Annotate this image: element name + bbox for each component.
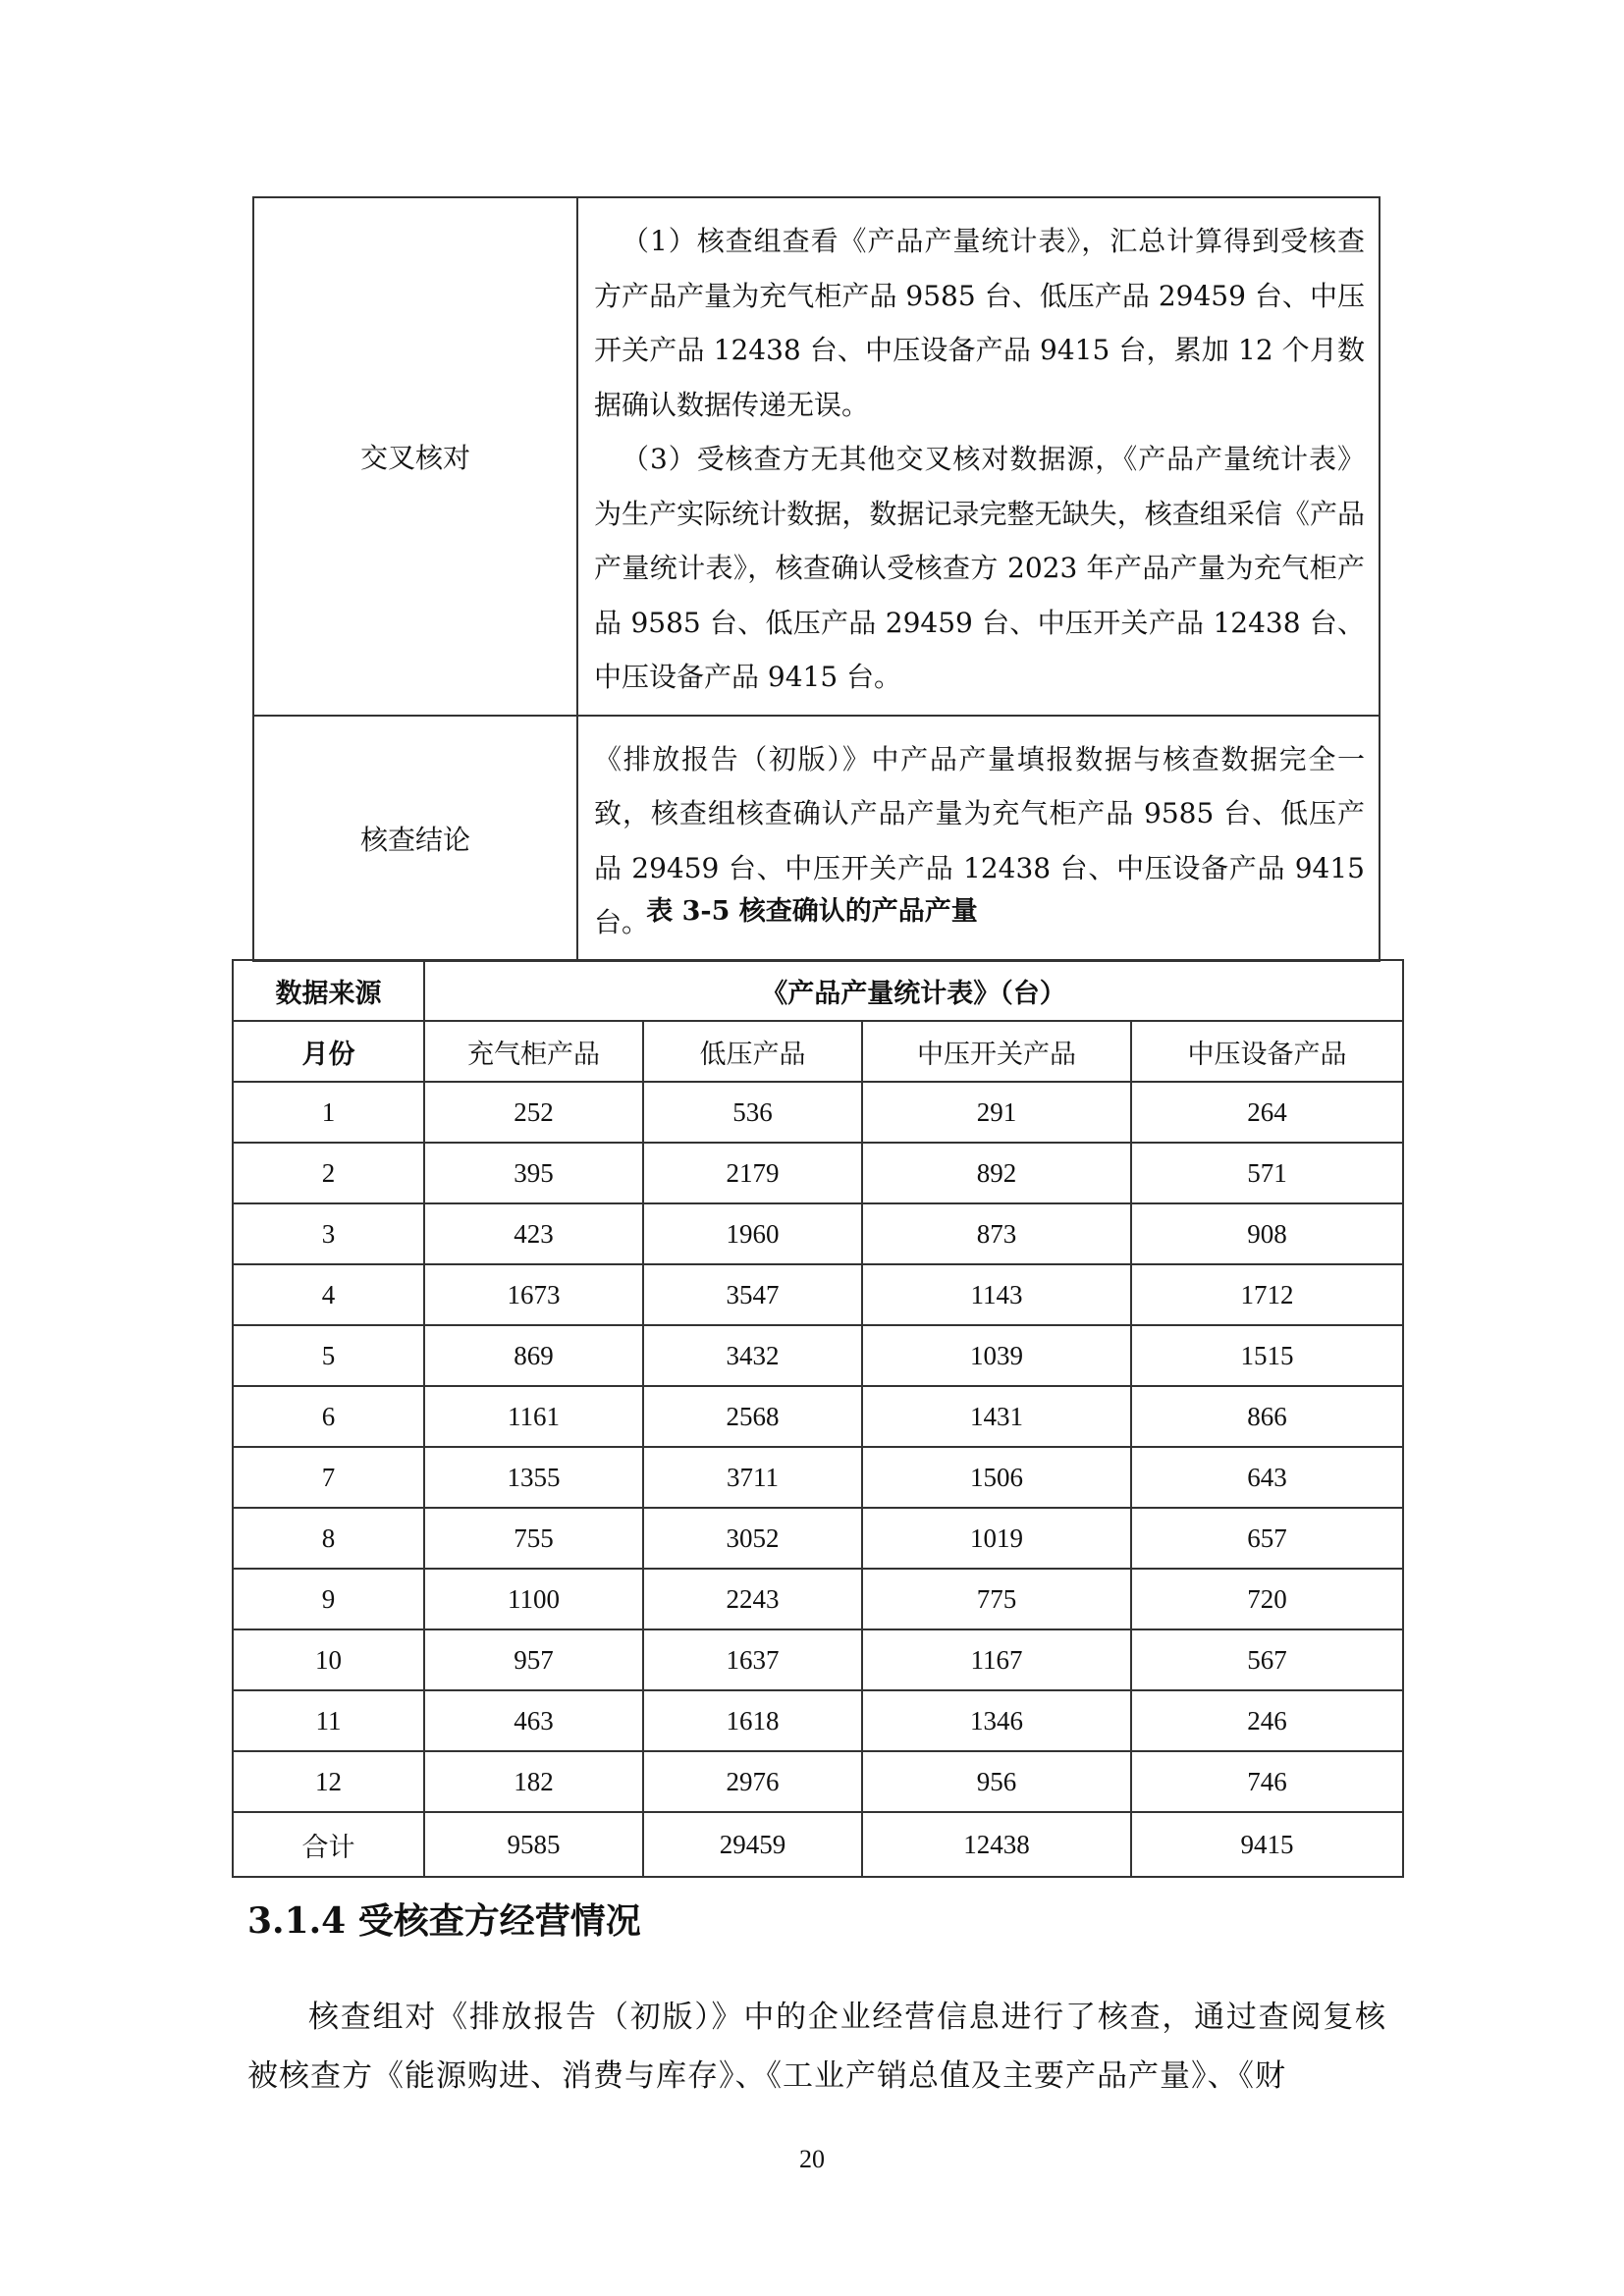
value-cell: 291 xyxy=(862,1082,1131,1143)
month-cell: 6 xyxy=(233,1386,424,1447)
value-cell: 463 xyxy=(424,1690,643,1751)
verification-table xyxy=(252,196,1380,962)
value-cell: 1673 xyxy=(424,1264,643,1325)
value-cell: 1039 xyxy=(862,1325,1131,1386)
value-cell: 3432 xyxy=(643,1325,862,1386)
value-cell: 873 xyxy=(862,1203,1131,1264)
table-row xyxy=(233,1690,1403,1751)
value-cell: 908 xyxy=(1131,1203,1403,1264)
value-cell: 571 xyxy=(1131,1143,1403,1203)
value-cell: 1712 xyxy=(1131,1264,1403,1325)
value-cell: 1355 xyxy=(424,1447,643,1508)
conclusion-label: 核查结论 xyxy=(253,716,577,961)
column-header: 中压开关产品 xyxy=(862,1021,1131,1082)
value-cell: 423 xyxy=(424,1203,643,1264)
month-cell: 11 xyxy=(233,1690,424,1751)
month-cell: 7 xyxy=(233,1447,424,1508)
value-cell: 775 xyxy=(862,1569,1131,1629)
total-cell: 12438 xyxy=(862,1812,1131,1877)
table-row xyxy=(233,1203,1403,1264)
value-cell: 746 xyxy=(1131,1751,1403,1812)
value-cell: 866 xyxy=(1131,1386,1403,1447)
table-row xyxy=(233,1508,1403,1569)
cross-check-paragraph-2: （3）受核查方无其他交叉核对数据源，《产品产量统计表》为生产实际统计数据，数据记录完整无缺失，核查组采信《产品产量统计表》，核查确认受核查方 2023 年产品产量为充气柜产品 9585 台、低压产品 29459 台、中压开关产品 12438 台、中压设备产品 9415 台。 xyxy=(594,443,1365,693)
product-table-body xyxy=(233,1082,1403,1812)
value-cell: 1515 xyxy=(1131,1325,1403,1386)
column-header: 充气柜产品 xyxy=(424,1021,643,1082)
value-cell: 3711 xyxy=(643,1447,862,1508)
total-cell: 9415 xyxy=(1131,1812,1403,1877)
value-cell: 892 xyxy=(862,1143,1131,1203)
table-row xyxy=(233,1325,1403,1386)
value-cell: 3052 xyxy=(643,1508,862,1569)
month-header: 月份 xyxy=(233,1021,424,1082)
value-cell: 956 xyxy=(862,1751,1131,1812)
conclusion-text: 《排放报告（初版）》中产品产量填报数据与核查数据完全一致，核查组核查确认产品产量为充气柜产品 9585 台、低压产品 29459 台、中压开关产品 12438 台、中压设备产品 9415 台。 xyxy=(594,742,1365,938)
total-label: 合计 xyxy=(233,1812,424,1877)
value-cell: 1143 xyxy=(862,1264,1131,1325)
month-cell: 5 xyxy=(233,1325,424,1386)
value-cell: 1618 xyxy=(643,1690,862,1751)
value-cell: 957 xyxy=(424,1629,643,1690)
value-cell: 2976 xyxy=(643,1751,862,1812)
table-caption: 表 3-5 核查确认的产品产量 xyxy=(646,896,978,927)
table-row xyxy=(233,1569,1403,1629)
month-cell: 3 xyxy=(233,1203,424,1264)
value-cell: 182 xyxy=(424,1751,643,1812)
value-cell: 536 xyxy=(643,1082,862,1143)
value-cell: 643 xyxy=(1131,1447,1403,1508)
value-cell: 1100 xyxy=(424,1569,643,1629)
table-row xyxy=(233,1082,1403,1143)
source-header: 数据来源 xyxy=(233,960,424,1021)
value-cell: 1431 xyxy=(862,1386,1131,1447)
month-cell: 4 xyxy=(233,1264,424,1325)
total-cell: 9585 xyxy=(424,1812,643,1877)
value-cell: 567 xyxy=(1131,1629,1403,1690)
section-heading: 3.1.4 受核查方经营情况 xyxy=(247,1900,641,1942)
value-cell: 1960 xyxy=(643,1203,862,1264)
cross-check-paragraph-1: （1）核查组查看《产品产量统计表》，汇总计算得到受核查方产品产量为充气柜产品 9585 台、低压产品 29459 台、中压开关产品 12438 台、中压设备产品 9415 台，累加 12 个月数据确认数据传递无误。 xyxy=(594,225,1365,421)
value-cell: 1167 xyxy=(862,1629,1131,1690)
page-number: 20 xyxy=(799,2145,825,2173)
value-cell: 720 xyxy=(1131,1569,1403,1629)
table-row xyxy=(233,1629,1403,1690)
column-header: 低压产品 xyxy=(643,1021,862,1082)
value-cell: 2568 xyxy=(643,1386,862,1447)
value-cell: 657 xyxy=(1131,1508,1403,1569)
value-cell: 1637 xyxy=(643,1629,862,1690)
table-row xyxy=(233,1447,1403,1508)
month-cell: 1 xyxy=(233,1082,424,1143)
value-cell: 246 xyxy=(1131,1690,1403,1751)
value-cell: 2179 xyxy=(643,1143,862,1203)
total-cell: 29459 xyxy=(643,1812,862,1877)
cross-check-label: 交叉核对 xyxy=(253,197,577,716)
table-row xyxy=(233,1751,1403,1812)
value-cell: 395 xyxy=(424,1143,643,1203)
month-cell: 10 xyxy=(233,1629,424,1690)
value-cell: 1506 xyxy=(862,1447,1131,1508)
value-cell: 1346 xyxy=(862,1690,1131,1751)
value-cell: 869 xyxy=(424,1325,643,1386)
table-row xyxy=(233,1143,1403,1203)
table-row xyxy=(233,1264,1403,1325)
value-cell: 1161 xyxy=(424,1386,643,1447)
column-header: 中压设备产品 xyxy=(1131,1021,1403,1082)
month-cell: 12 xyxy=(233,1751,424,1812)
value-cell: 2243 xyxy=(643,1569,862,1629)
product-output-table xyxy=(232,959,1404,1878)
month-cell: 9 xyxy=(233,1569,424,1629)
body-paragraph: 核查组对《排放报告（初版）》中的企业经营信息进行了核查，通过查阅复核被核查方《能源购进、消费与库存》、《工业产销总值及主要产品产量》、《财 xyxy=(247,2000,1386,2094)
value-cell: 1019 xyxy=(862,1508,1131,1569)
month-cell: 8 xyxy=(233,1508,424,1569)
source-value: 《产品产量统计表》（台） xyxy=(424,960,1403,1021)
cross-check-content xyxy=(577,197,1380,716)
table-row xyxy=(233,1386,1403,1447)
value-cell: 3547 xyxy=(643,1264,862,1325)
month-cell: 2 xyxy=(233,1143,424,1203)
value-cell: 252 xyxy=(424,1082,643,1143)
value-cell: 264 xyxy=(1131,1082,1403,1143)
value-cell: 755 xyxy=(424,1508,643,1569)
